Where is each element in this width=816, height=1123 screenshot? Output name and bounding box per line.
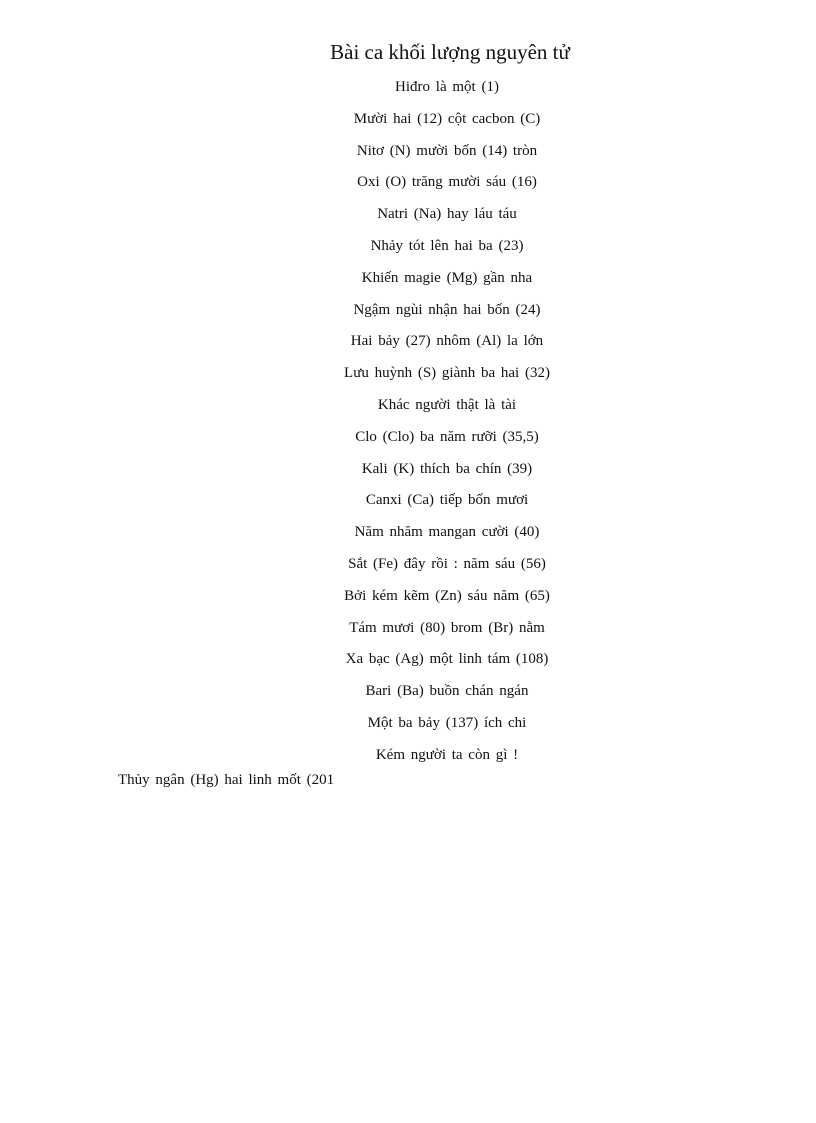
poem-line: Lưu huỳnh (S) giành ba hai (32) [344,365,550,382]
poem-line: Mười hai (12) cột cacbon (C) [353,110,541,127]
poem-line: Ngậm ngùi nhận hai bốn (24) [353,301,541,318]
poem-line: Hiđro là một (1) [395,79,499,95]
poem-line: Nitơ (N) mười bốn (14) tròn [356,142,538,159]
poem-last-line: Thủy ngân (Hg) hai linh mốt (201 [118,772,335,788]
poem-line: Kém người ta còn gì ! [375,746,519,763]
poem-line: Canxi (Ca) tiếp bốn mươi [365,492,529,509]
poem-line: Natri (Na) hay láu táu [377,206,517,223]
poem-line: Tám mươi (80) brom (Br) nằm [349,619,545,636]
poem-line: Oxi (O) trăng mười sáu (16) [357,174,537,191]
poem-lines [0,75,816,775]
poem-line: Năm nhăm mangan cười (40) [354,524,540,541]
poem-line: Một ba bảy (137) ích chi [367,714,527,731]
document-title: Bài ca khối lượng nguyên tử [330,40,570,64]
poem-line: Khác người thật là tài [377,396,517,413]
poem-line: Bởi kém kẽm (Zn) sáu năm (65) [344,587,550,604]
poem-line: Kali (K) thích ba chín (39) [361,460,533,477]
poem-line: Sắt (Fe) đây rồi : năm sáu (56) [348,555,546,572]
poem-line: Clo (Clo) ba năm rưỡi (35,5) [355,428,539,445]
poem-line: Khiến magie (Mg) gần nha [361,269,533,286]
poem-line: Bari (Ba) buồn chán ngán [365,683,529,700]
poem-line: Xa bạc (Ag) một linh tám (108) [345,651,549,668]
poem-line: Nhảy tót lên hai ba (23) [370,237,524,254]
poem-line: Hai bảy (27) nhôm (Al) la lớn [350,333,544,350]
